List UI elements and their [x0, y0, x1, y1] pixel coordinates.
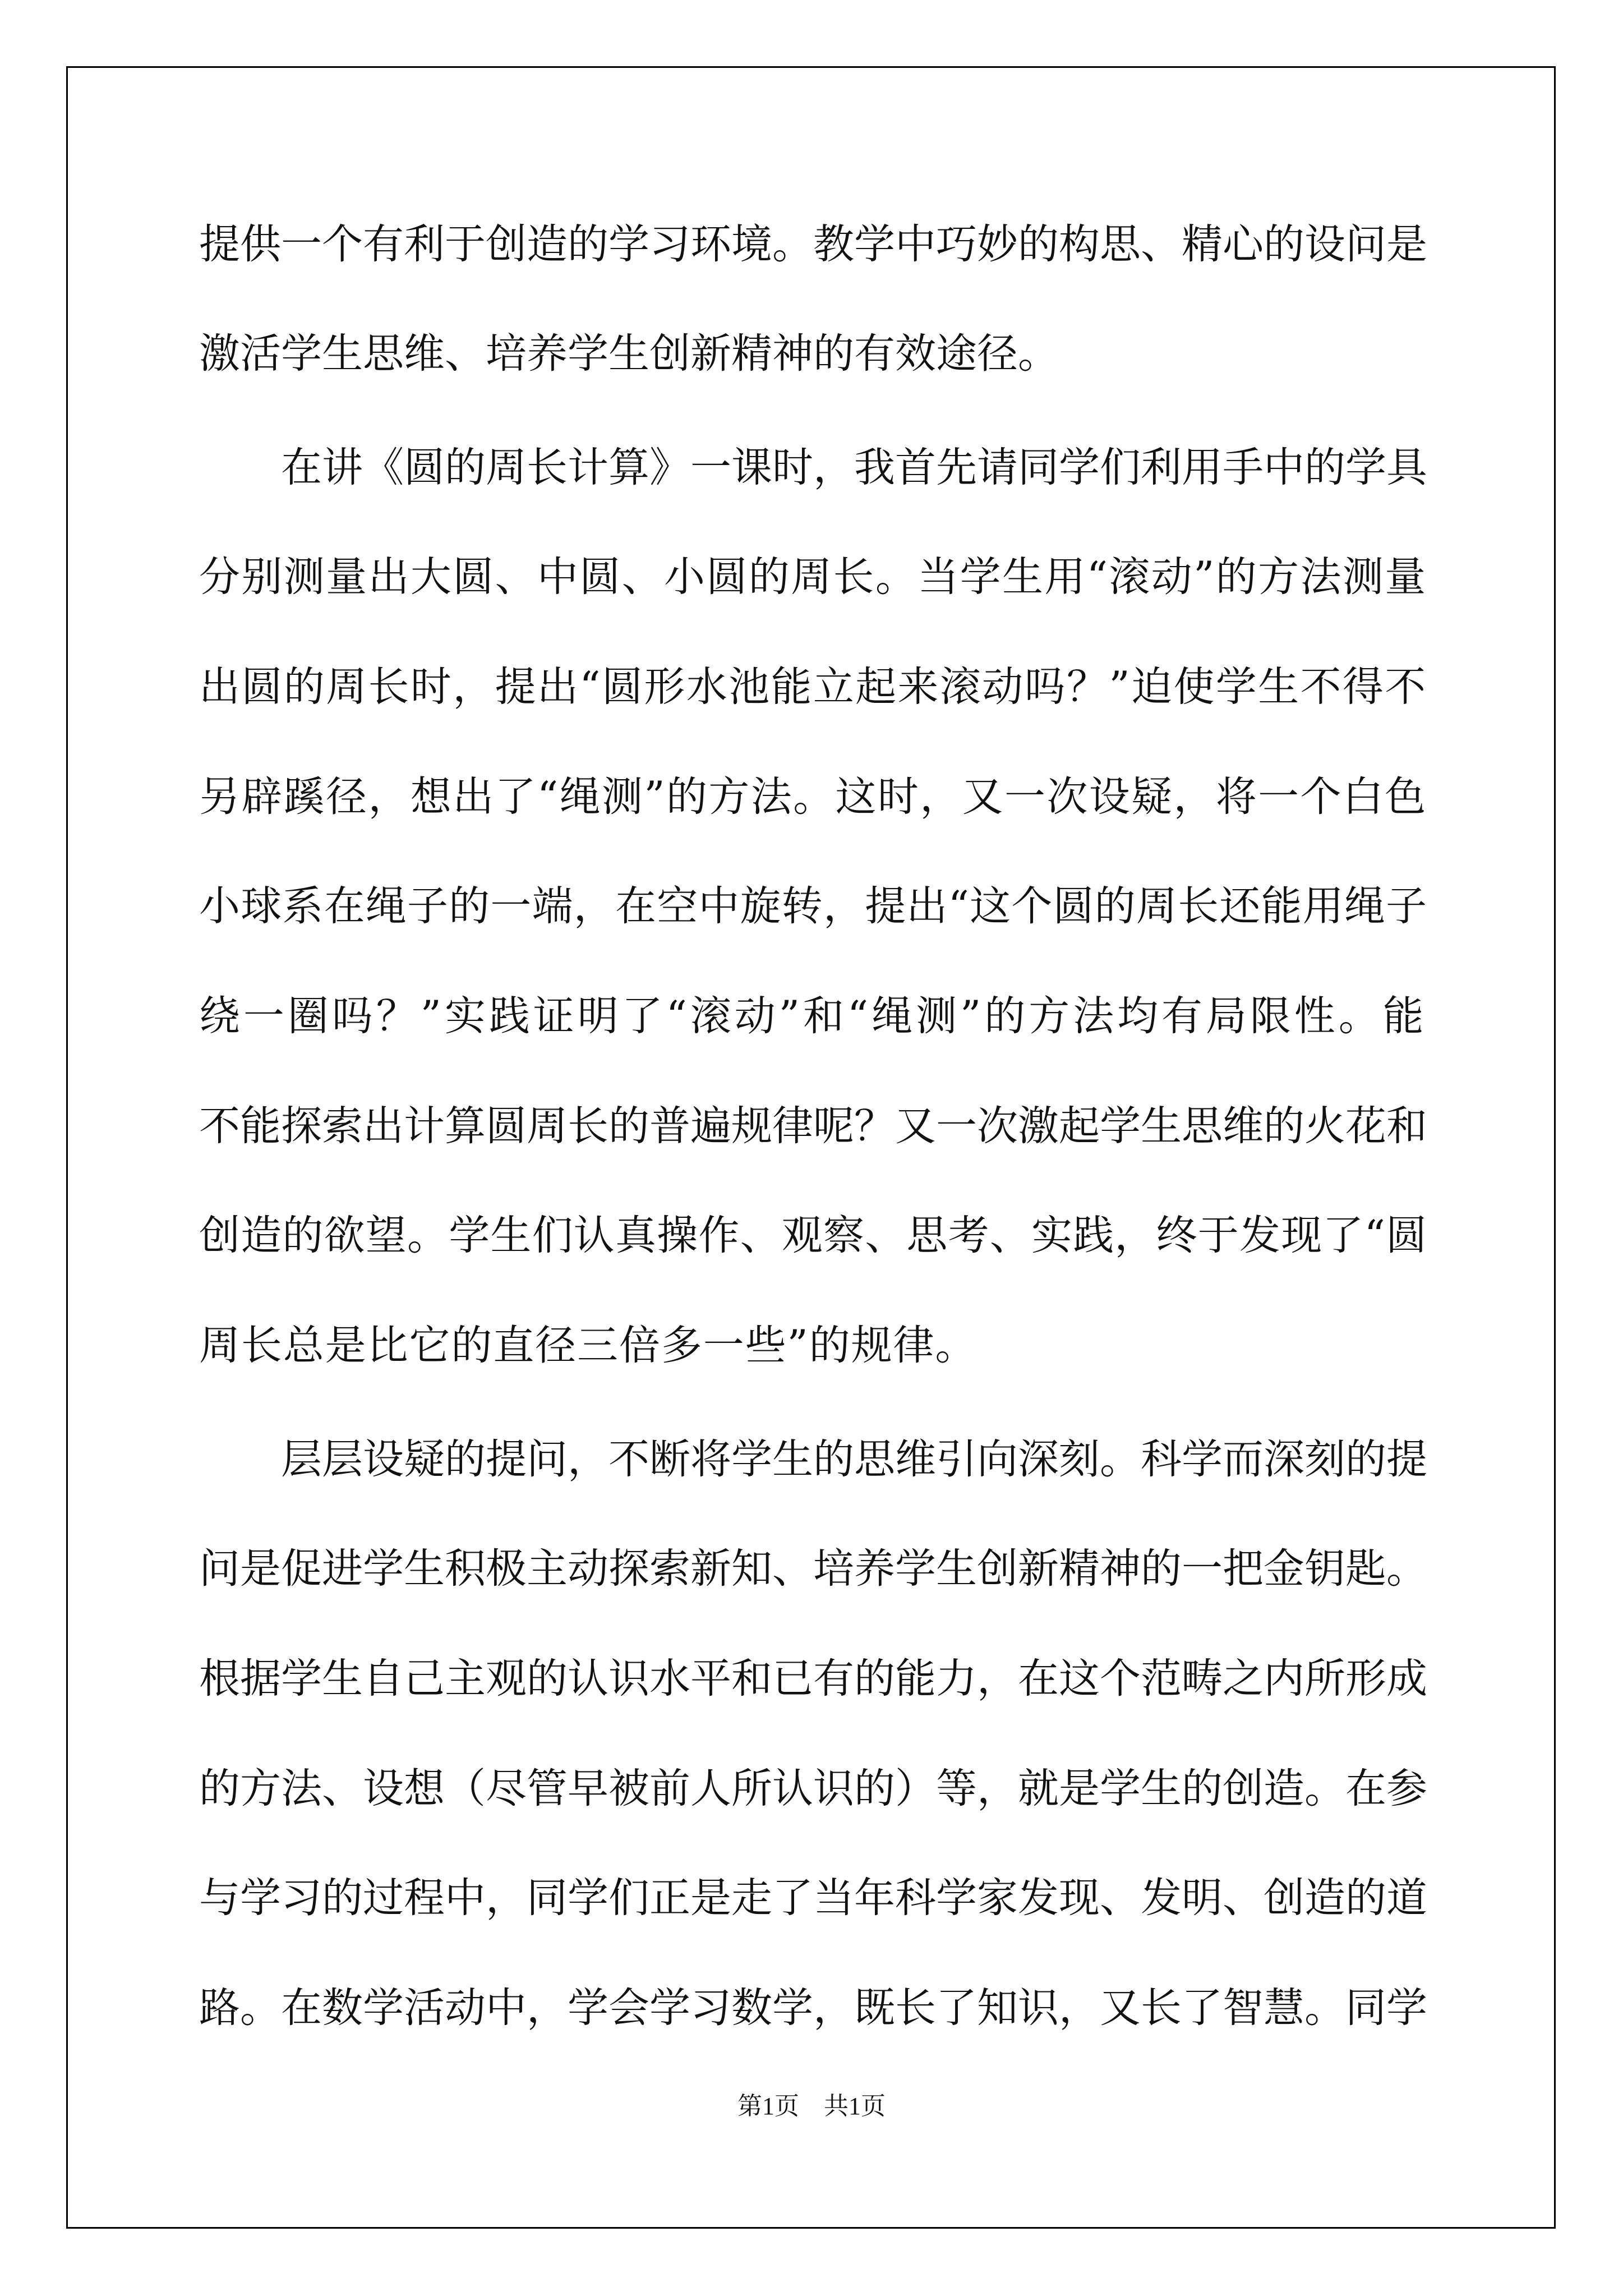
text-line: 根据学生自己主观的认识水平和已有的能力，在这个范畴之内所形成 [199, 1655, 1427, 1703]
text-line: 激活学生思维、培养学生创新精神的有效途径。 [199, 330, 1059, 378]
text-line: 问是促进学生积极主动探索新知、培养学生创新精神的一把金钥匙。 [199, 1545, 1427, 1593]
text-line: 周长总是比它的直径三倍多一些”的规律。 [199, 1322, 978, 1369]
text-line: 与学习的过程中，同学们正是走了当年科学家发现、发明、创造的道 [199, 1874, 1427, 1922]
text-line: 分别测量出大圆、中圆、小圆的周长。当学生用“滚动”的方法测量 [199, 553, 1427, 601]
page-footer: 第1页 共1页 [737, 2092, 886, 2120]
text-line: 的方法、设想（尽管早被前人所认识的）等，就是学生的创造。在参 [199, 1765, 1427, 1812]
text-line: 绕一圈吗？”实践证明了“滚动”和“绳测”的方法均有局限性。能 [199, 992, 1427, 1040]
text-line: 出圆的周长时，提出“圆形水池能立起来滚动吗？”迫使学生不得不 [199, 663, 1427, 711]
text-line: 小球系在绳子的一端，在空中旋转，提出“这个圆的周长还能用绳子 [199, 882, 1428, 930]
text-line: 层层设疑的提问，不断将学生的思维引向深刻。科学而深刻的提 [281, 1435, 1427, 1483]
text-line: 不能探索出计算圆周长的普遍规律呢？又一次激起学生思维的火花和 [199, 1102, 1427, 1150]
text-line: 在讲《圆的周长计算》一课时，我首先请同学们利用手中的学具 [281, 444, 1427, 491]
text-line: 提供一个有利于创造的学习环境。教学中巧妙的构思、精心的设问是 [199, 220, 1427, 268]
text-line: 路。在数学活动中，学会学习数学，既长了知识，又长了智慧。同学 [199, 1984, 1427, 2032]
text-line: 创造的欲望。学生们认真操作、观察、思考、实践，终于发现了“圆 [199, 1212, 1428, 1259]
text-line: 另辟蹊径，想出了“绳测”的方法。这时，又一次设疑，将一个白色 [199, 773, 1427, 821]
